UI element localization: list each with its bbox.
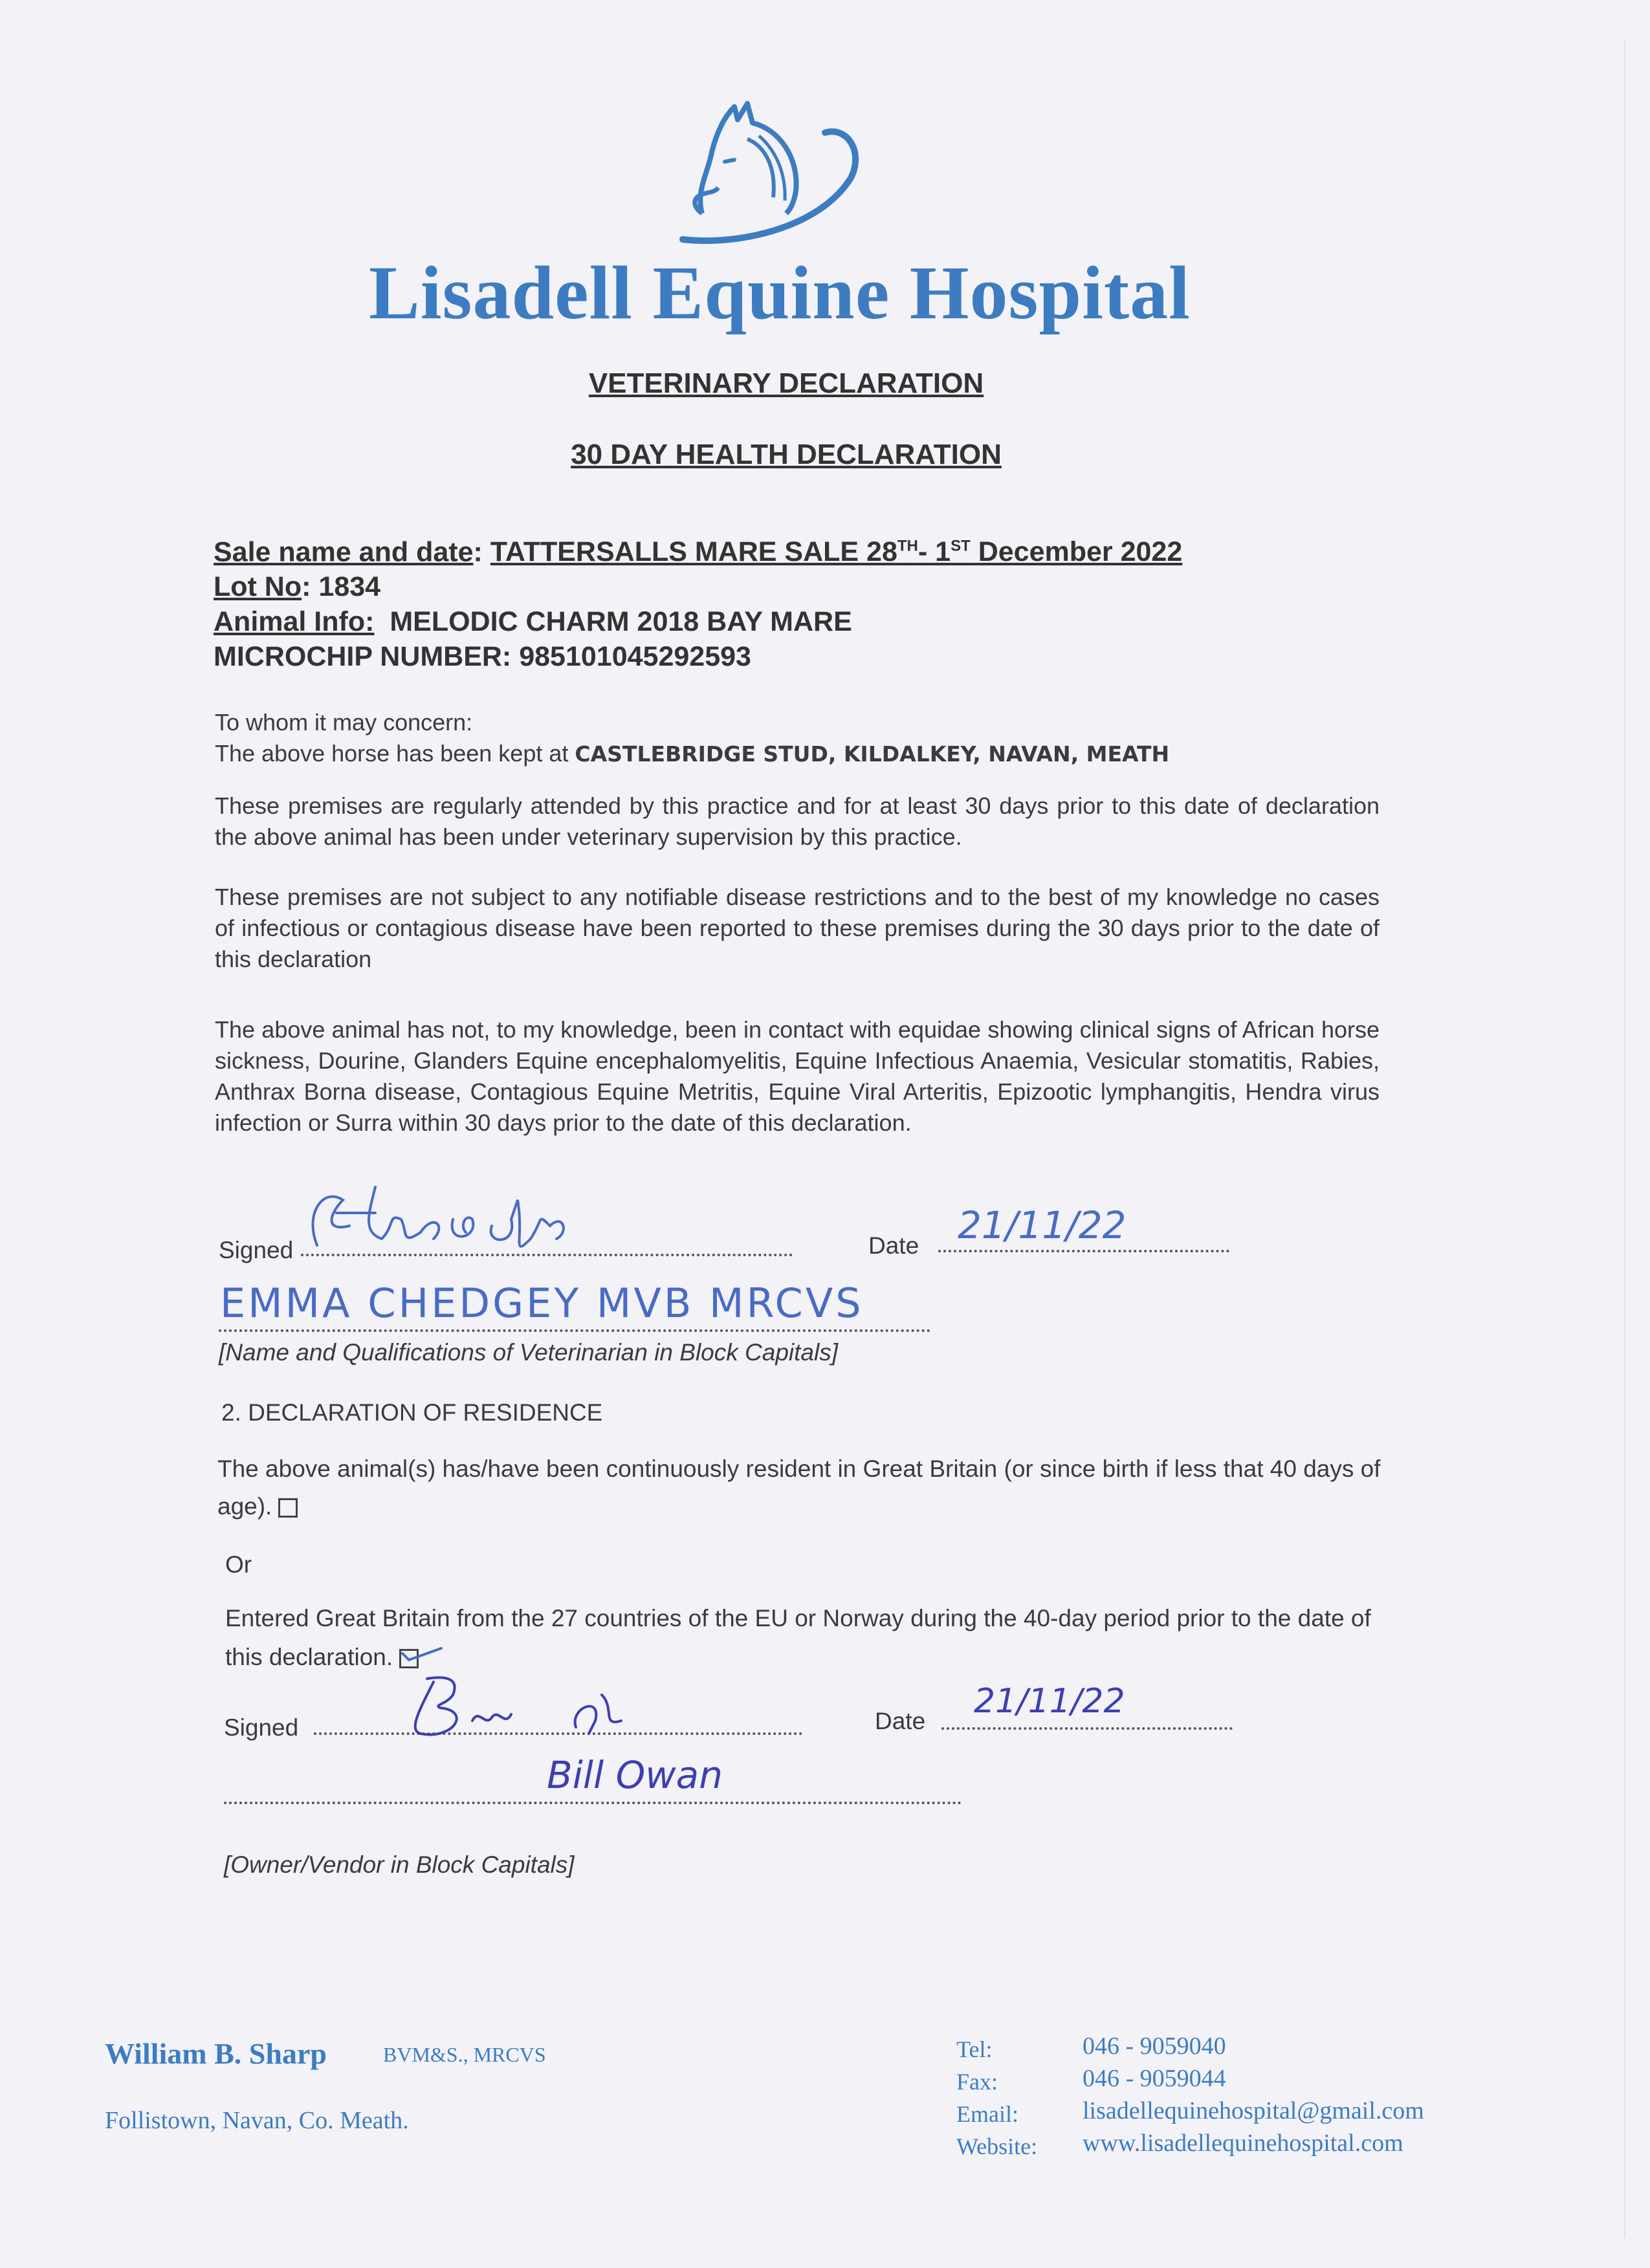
- resident-checkbox[interactable]: [278, 1498, 298, 1518]
- footer-contact-values: [1083, 2030, 1424, 2159]
- hospital-name: Lisadell Equine Hospital: [369, 250, 1191, 335]
- residence-heading: 2. DECLARATION OF RESIDENCE: [221, 1399, 603, 1426]
- animal-label: Animal Info:: [214, 606, 375, 638]
- paragraph-restrictions: These premises are not subject to any notifiable disease restrictions and to the best of my knowledge no cases of infectious or contagious disease have been reported to these premises during the 30 days prior to the date of this declaration: [215, 884, 1380, 972]
- email-label: Email:: [956, 2101, 1018, 2127]
- owner-name-caption: [Owner/Vendor in Block Capitals]: [224, 1851, 575, 1878]
- paragraph-supervision: These premises are regularly attended by this practice and for at least 30 days prior to this date of declaration the above animal has been under veterinary supervision by this practice.: [215, 792, 1380, 850]
- tel-value: 046 - 9059040: [1083, 2033, 1226, 2060]
- website-value[interactable]: www.lisadellequinehospital.com: [1083, 2130, 1403, 2157]
- lot-line: Lot No: 1834: [214, 571, 381, 603]
- microchip-value: 985101045292593: [519, 641, 751, 673]
- owner-date-value: 21/11/22: [974, 1682, 1125, 1721]
- vet-signature: [298, 1174, 660, 1258]
- vet-signed-label: Signed: [219, 1237, 294, 1263]
- animal-value: MELODIC CHARM 2018 BAY MARE: [390, 606, 852, 638]
- sale-value: TATTERSALLS MARE SALE 28TH- 1ST December 2022: [490, 536, 1183, 568]
- owner-signature: [408, 1669, 705, 1753]
- footer-vet-quals: BVM&S., MRCVS: [383, 2043, 546, 2066]
- horse-head-icon: [657, 100, 870, 249]
- animal-line: [214, 604, 1182, 639]
- sale-line: Sale name and date: TATTERSALLS MARE SALE 28TH- 1ST December 2022: [214, 536, 1183, 568]
- website-label: Website:: [956, 2133, 1038, 2159]
- sale-label: Sale name and date: [214, 536, 474, 568]
- kept-line: The above horse has been kept at CASTLEBRIDGE STUD, KILDALKEY, NAVAN, MEATH: [215, 740, 1170, 767]
- owner-signed-label: Signed: [224, 1714, 299, 1741]
- footer-address: Follistown, Navan, Co. Meath.: [105, 2107, 409, 2134]
- vet-name-caption: [Name and Qualifications of Veterinarian in Block Capitals]: [219, 1339, 838, 1366]
- vet-name-line: [219, 1329, 930, 1332]
- lot-label: Lot No: [214, 571, 302, 603]
- page-edge-shadow: [1624, 39, 1625, 2238]
- residence-option-2: Entered Great Britain from the 27 countries of the EU or Norway during the 40-day period prior to the date of this declaration.: [225, 1605, 1371, 1670]
- kept-location: CASTLEBRIDGE STUD, KILDALKEY, NAVAN, MEATH: [575, 741, 1170, 767]
- fax-label: Fax:: [956, 2069, 998, 2095]
- owner-date-line: [941, 1727, 1233, 1730]
- footer-vet-name: William B. Sharp: [105, 2037, 327, 2070]
- greeting: To whom it may concern:: [215, 709, 473, 736]
- tel-label: Tel:: [956, 2036, 993, 2062]
- vet-date-line: [938, 1250, 1229, 1252]
- document-title: VETERINARY DECLARATION: [588, 367, 984, 399]
- owner-date-label: Date: [875, 1708, 926, 1734]
- email-value[interactable]: lisadellequinehospital@gmail.com: [1083, 2097, 1424, 2124]
- document-subtitle: 30 DAY HEALTH DECLARATION: [571, 439, 1002, 470]
- paragraph-disease-contact: The above animal has not, to my knowledge, been in contact with equidae showing clinical signs of African horse sickness, Dourine, Glanders Equine encephalomyelitis, Equine Infectious Anaemia, Vesicular stomatitis, Rabies, Anthrax Borna disease, Contagious Equine Metritis, Equine Viral Arteritis, Epizootic lymphangitis, Hendra virus infection or Surra within 30 days prior to the date of this declaration.: [215, 1016, 1380, 1136]
- footer-contact-labels: [956, 2033, 1037, 2163]
- or-text: Or: [225, 1551, 252, 1578]
- microchip-label: MICROCHIP NUMBER:: [214, 641, 512, 673]
- lot-value: 1834: [318, 571, 381, 603]
- vet-name-value: EMMA CHEDGEY MVB MRCVS: [220, 1280, 864, 1327]
- sale-info-block: [214, 529, 1182, 674]
- microchip-line: [214, 639, 1182, 674]
- owner-name-line: [224, 1802, 962, 1804]
- vet-date-value: 21/11/22: [958, 1203, 1127, 1247]
- vet-date-label: Date: [868, 1232, 919, 1259]
- owner-name-value: Bill Owan: [547, 1753, 723, 1797]
- fax-value: 046 - 9059044: [1083, 2065, 1226, 2092]
- residence-option-1: The above animal(s) has/have been continuously resident in Great Britain (or since birth if less that 40 days of age).: [217, 1456, 1381, 1520]
- entered-checkbox[interactable]: [399, 1649, 419, 1668]
- greeting-block: [215, 707, 1380, 770]
